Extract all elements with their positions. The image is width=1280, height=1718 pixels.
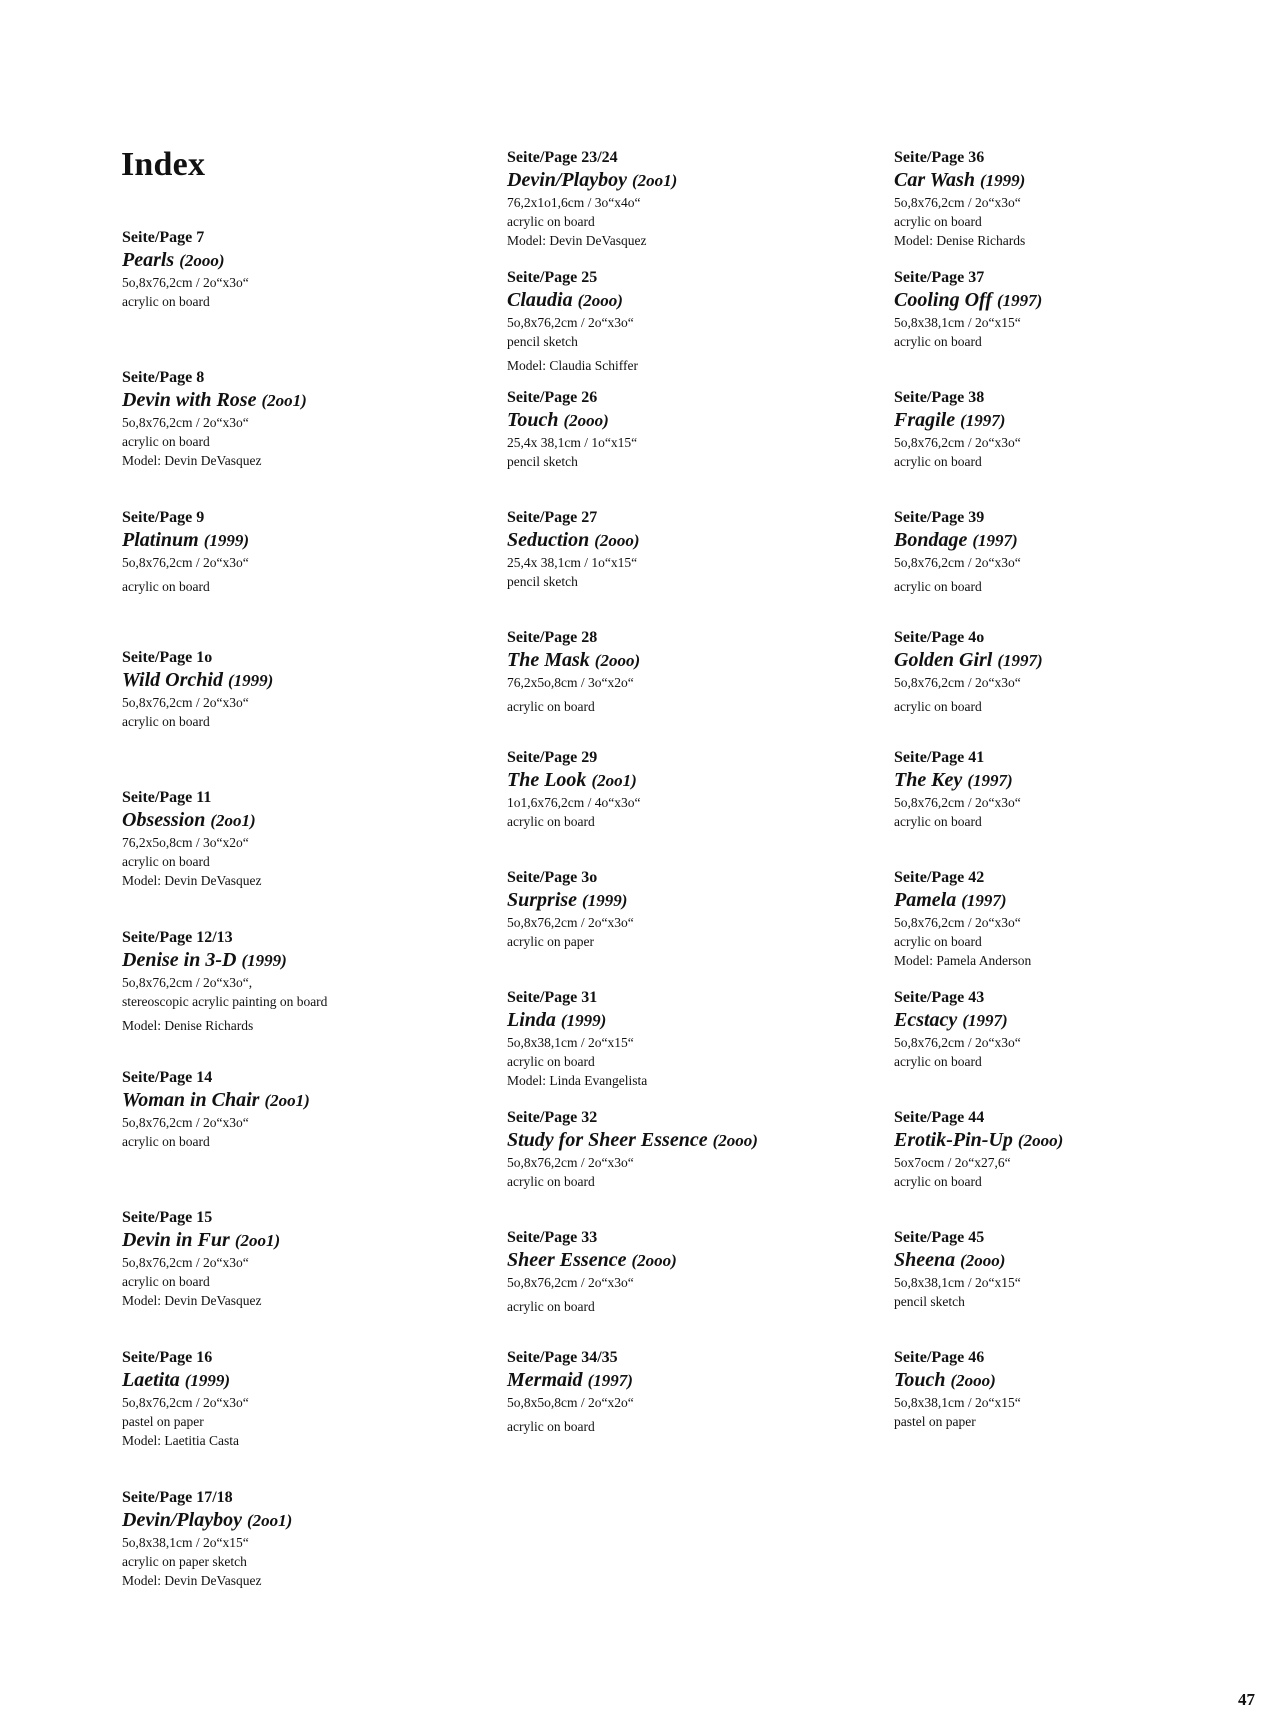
entry-year: (1999) [227,671,274,690]
entry-year: (2ooo) [1017,1131,1064,1150]
entry-detail: Model: Devin DeVasquez [122,873,262,888]
entry-detail: Model: Devin DeVasquez [122,453,262,468]
entry-detail: pastel on paper [122,1414,204,1429]
entry-detail: pastel on paper [894,1414,976,1429]
entry-detail: 5ox7ocm / 2o“x27,6“ [894,1155,1011,1170]
entry-year: (2ooo) [594,651,641,670]
entry-title-line [894,168,1274,193]
entry-detail: 5o,8x76,2cm / 2o“x3o“ [122,695,249,710]
entry-year: (1997) [587,1371,633,1390]
entry-title: Bondage [894,529,968,551]
entry-title: Touch [894,1369,946,1391]
entry-title: The Key [894,769,963,791]
entry-detail: 5o,8x76,2cm / 2o“x3o“ [122,275,249,290]
index-entry [122,648,502,731]
entry-title-line [122,388,502,413]
entry-page-ref: Seite/Page 41 [894,749,985,766]
entry-page-ref: Seite/Page 44 [894,1109,985,1126]
entry-year: (1997) [972,531,1018,550]
entry-title-line [122,1368,502,1393]
index-entry [122,368,502,470]
entry-title-line [894,408,1274,433]
index-entry [122,228,502,311]
entry-page-ref: Seite/Page 9 [122,509,205,526]
entry-title-line [507,408,887,433]
entry-page-ref: Seite/Page 31 [507,989,598,1006]
entry-title: Woman in Chair [122,1089,260,1111]
entry-detail: acrylic on board [507,1299,595,1314]
entry-title-line [894,1248,1274,1273]
entry-title-line [122,808,502,833]
entry-year: (1997) [997,651,1043,670]
entry-page-ref: Seite/Page 39 [894,509,985,526]
entry-year: (2ooo) [712,1131,758,1150]
entry-page-ref: Seite/Page 14 [122,1069,213,1086]
entry-page-ref: Seite/Page 15 [122,1209,213,1226]
entry-title: Devin/Playboy [507,169,627,191]
entry-title: The Look [507,769,587,791]
entry-detail: 5o,8x5o,8cm / 2o“x2o“ [507,1395,634,1410]
entry-title: Devin/Playboy [122,1509,242,1531]
entry-detail: 5o,8x76,2cm / 2o“x3o“ [894,915,1021,930]
entry-page-ref: Seite/Page 46 [894,1349,985,1366]
entry-title: Study for Sheer Essence [507,1129,708,1151]
entry-year: (1997) [967,771,1013,790]
entry-page-ref: Seite/Page 23/24 [507,149,618,166]
entry-page-ref: Seite/Page 26 [507,389,598,406]
entry-title-line [507,1128,887,1153]
entry-detail: acrylic on board [122,294,210,309]
entry-title: Sheer Essence [507,1249,627,1271]
entry-detail: acrylic on board [122,854,210,869]
entry-year: (2ooo) [631,1251,677,1270]
index-entry [894,748,1274,831]
entry-detail: Model: Devin DeVasquez [122,1293,262,1308]
index-entry [894,268,1274,351]
entry-title-line [507,1368,887,1393]
entry-title-line [507,768,887,793]
entry-page-ref: Seite/Page 32 [507,1109,598,1126]
entry-detail: 5o,8x38,1cm / 2o“x15“ [894,1395,1021,1410]
entry-page-ref: Seite/Page 3o [507,869,598,886]
entry-year: (1999) [241,951,287,970]
entry-detail: pencil sketch [507,334,578,349]
entry-page-ref: Seite/Page 45 [894,1229,985,1246]
page-number: 47 [1238,1690,1255,1709]
entry-title-line [122,668,502,693]
entry-detail: acrylic on board [507,214,595,229]
index-entry [894,388,1274,471]
entry-year: (2oo1) [631,171,678,190]
index-entry [507,508,887,591]
entry-title: Denise in 3-D [122,949,237,971]
entry-detail: pencil sketch [507,454,578,469]
entry-title: Laetita [122,1369,180,1391]
entry-detail: 5o,8x76,2cm / 2o“x3o“ [894,795,1021,810]
entry-detail: 5o,8x76,2cm / 2o“x3o“ [122,1395,249,1410]
entry-year: (1999) [560,1011,607,1030]
entry-title: Pamela [894,889,957,911]
entry-title-line [507,1248,887,1273]
index-entry [507,1348,887,1436]
entry-detail: 76,2x5o,8cm / 3o“x2o“ [122,835,249,850]
entry-detail: 5o,8x38,1cm / 2o“x15“ [507,1035,634,1050]
entry-detail: acrylic on paper sketch [122,1554,247,1569]
entry-title-line [894,1368,1274,1393]
entry-page-ref: Seite/Page 34/35 [507,1349,618,1366]
entry-detail: acrylic on board [894,454,982,469]
entry-page-ref: Seite/Page 27 [507,509,598,526]
entry-detail: acrylic on board [894,214,982,229]
index-entry [122,1488,502,1590]
entry-title: Wild Orchid [122,669,223,691]
index-entry [122,508,502,596]
entry-year: (2ooo) [577,291,623,310]
entry-year: (2ooo) [563,411,609,430]
entry-title-line [122,1088,502,1113]
entry-detail: 1o1,6x76,2cm / 4o“x3o“ [507,795,641,810]
entry-detail: 76,2x5o,8cm / 3o“x2o“ [507,675,634,690]
entry-page-ref: Seite/Page 43 [894,989,985,1006]
index-entry [507,1108,887,1191]
entry-detail: 25,4x 38,1cm / 1o“x15“ [507,435,638,450]
entry-detail: 5o,8x76,2cm / 2o“x3o“ [894,435,1021,450]
entry-detail: acrylic on board [894,934,982,949]
entry-title-line [507,528,887,553]
index-entry [507,628,887,716]
entry-year: (1999) [582,891,628,910]
entry-detail: Model: Devin DeVasquez [122,1573,262,1588]
entry-year: (2oo1) [591,771,637,790]
entry-year: (2ooo) [960,1251,1006,1270]
entry-detail: acrylic on board [894,1054,982,1069]
entry-detail: Model: Claudia Schiffer [507,358,638,373]
index-entry [894,508,1274,596]
entry-detail: acrylic on board [507,1054,595,1069]
entry-detail: acrylic on paper [507,934,594,949]
entry-title: Erotik-Pin-Up [894,1129,1013,1151]
entry-title: Mermaid [507,1369,583,1391]
entry-title-line [894,1128,1274,1153]
entry-year: (1997) [960,411,1006,430]
entry-year: (2ooo) [950,1371,996,1390]
entry-title-line [122,948,502,973]
index-entry [122,928,502,1035]
entry-detail: acrylic on board [507,1174,595,1189]
entry-detail: 5o,8x76,2cm / 2o“x3o“ [507,1155,634,1170]
entry-title: Devin in Fur [122,1229,230,1251]
entry-detail: 5o,8x38,1cm / 2o“x15“ [894,1275,1021,1290]
entry-page-ref: Seite/Page 33 [507,1229,598,1246]
entry-year: (2oo1) [210,811,256,830]
entry-year: (1999) [184,1371,231,1390]
entry-title-line [894,888,1274,913]
entry-title-line [507,288,887,313]
entry-detail: acrylic on board [894,334,982,349]
entry-title: Fragile [894,409,956,431]
entry-detail: 5o,8x38,1cm / 2o“x15“ [122,1535,249,1550]
entry-year: (2ooo) [594,531,640,550]
entry-detail: acrylic on board [894,699,982,714]
index-entry [122,1348,502,1450]
index-entry [122,1068,502,1151]
entry-page-ref: Seite/Page 1o [122,649,213,666]
entry-detail: 5o,8x76,2cm / 2o“x3o“ [122,415,249,430]
entry-title: Seduction [507,529,590,551]
entry-detail: 5o,8x76,2cm / 2o“x3o“ [894,675,1021,690]
entry-title-line [507,168,887,193]
entry-detail: 5o,8x76,2cm / 2o“x3o“ [894,1035,1021,1050]
index-entry [894,148,1274,250]
entry-title: Claudia [507,289,573,311]
entry-title-line [894,648,1274,673]
entry-detail: pencil sketch [507,574,578,589]
entry-title: Car Wash [894,169,975,191]
index-entry [507,748,887,831]
entry-detail: pencil sketch [894,1294,965,1309]
entry-title: The Mask [507,649,590,671]
entry-title: Touch [507,409,559,431]
entry-title-line [122,1508,502,1533]
entry-detail: acrylic on board [507,1419,595,1434]
entry-detail: acrylic on board [122,1134,210,1149]
entry-detail: acrylic on board [122,434,210,449]
entry-detail: acrylic on board [894,579,982,594]
entry-title-line [122,528,502,553]
entry-page-ref: Seite/Page 28 [507,629,598,646]
entry-detail: 5o,8x76,2cm / 2o“x3o“ [507,315,634,330]
entry-detail: 76,2x1o1,6cm / 3o“x4o“ [507,195,641,210]
entry-title: Obsession [122,809,206,831]
entry-year: (1999) [203,531,250,550]
entry-page-ref: Seite/Page 37 [894,269,985,286]
entry-detail: 5o,8x76,2cm / 2o“x3o“ [507,915,634,930]
entry-title-line [507,888,887,913]
entry-page-ref: Seite/Page 4o [894,629,985,646]
entry-title: Ecstacy [894,1009,958,1031]
entry-year: (1997) [962,1011,1008,1030]
entry-detail: acrylic on board [122,579,210,594]
index-entry [122,1208,502,1310]
entry-detail: acrylic on board [122,1274,210,1289]
index-entry [894,1348,1274,1431]
entry-detail: 5o,8x76,2cm / 2o“x3o“ [894,555,1021,570]
entry-detail: stereoscopic acrylic painting on board [122,994,328,1009]
entry-page-ref: Seite/Page 8 [122,369,205,386]
entry-title-line [122,1228,502,1253]
entry-page-ref: Seite/Page 11 [122,789,212,806]
entry-detail: Model: Denise Richards [122,1018,254,1033]
entry-title: Linda [507,1009,556,1031]
index-entry [894,1228,1274,1311]
index-entry [894,868,1274,970]
index-entry [507,388,887,471]
entry-page-ref: Seite/Page 29 [507,749,598,766]
index-entry [507,148,887,250]
entry-detail: 5o,8x38,1cm / 2o“x15“ [894,315,1021,330]
entry-year: (2oo1) [234,1231,281,1250]
index-entry [894,1108,1274,1191]
entry-page-ref: Seite/Page 25 [507,269,598,286]
entry-title: Cooling Off [894,289,992,311]
entry-page-ref: Seite/Page 38 [894,389,985,406]
entry-year: (2oo1) [264,1091,310,1110]
entry-title: Devin with Rose [122,389,257,411]
entry-page-ref: Seite/Page 16 [122,1349,213,1366]
entry-page-ref: Seite/Page 7 [122,229,205,246]
entry-detail: 5o,8x76,2cm / 2o“x3o“ [507,1275,634,1290]
entry-detail: acrylic on board [894,814,982,829]
entry-detail: 5o,8x76,2cm / 2o“x3o“ [122,1255,249,1270]
entry-year: (2oo1) [261,391,307,410]
entry-detail: 25,4x 38,1cm / 1o“x15“ [507,555,638,570]
entry-title-line [894,1008,1274,1033]
entry-title-line [122,248,502,273]
entry-detail: Model: Pamela Anderson [894,953,1032,968]
entry-detail: 5o,8x76,2cm / 2o“x3o“ [894,195,1021,210]
entry-year: (1999) [979,171,1026,190]
entry-detail: 5o,8x76,2cm / 2o“x3o“, [122,975,253,990]
entry-page-ref: Seite/Page 42 [894,869,985,886]
entry-title: Sheena [894,1249,956,1271]
entry-title: Platinum [122,529,199,551]
entry-year: (1997) [996,291,1043,310]
entry-year: (2oo1) [246,1511,293,1530]
entry-year: (2ooo) [179,251,225,270]
entry-year: (1997) [961,891,1007,910]
entry-title-line [507,648,887,673]
page-title: Index [121,146,206,183]
entry-title: Surprise [507,889,578,911]
index-entry [507,1228,887,1316]
entry-detail: acrylic on board [507,814,595,829]
entry-detail: acrylic on board [122,714,210,729]
entry-detail: 5o,8x76,2cm / 2o“x3o“ [122,555,249,570]
index-entry [122,788,502,890]
entry-title-line [894,528,1274,553]
entry-page-ref: Seite/Page 36 [894,149,985,166]
entry-title-line [507,1008,887,1033]
entry-detail: acrylic on board [894,1174,982,1189]
entry-detail: Model: Devin DeVasquez [507,233,647,248]
entry-title: Golden Girl [894,649,993,671]
entry-title-line [894,768,1274,793]
entry-detail: Model: Denise Richards [894,233,1026,248]
entry-page-ref: Seite/Page 12/13 [122,929,233,946]
entry-detail: Model: Linda Evangelista [507,1073,648,1088]
index-entry [507,988,887,1090]
entry-detail: Model: Laetitia Casta [122,1433,239,1448]
index-entry [894,628,1274,716]
entry-title: Pearls [122,249,175,271]
entry-page-ref: Seite/Page 17/18 [122,1489,233,1506]
entry-detail: 5o,8x76,2cm / 2o“x3o“ [122,1115,249,1130]
entry-detail: acrylic on board [507,699,595,714]
index-entry [507,868,887,951]
index-entry [507,268,887,375]
entry-title-line [894,288,1274,313]
index-entry [894,988,1274,1071]
